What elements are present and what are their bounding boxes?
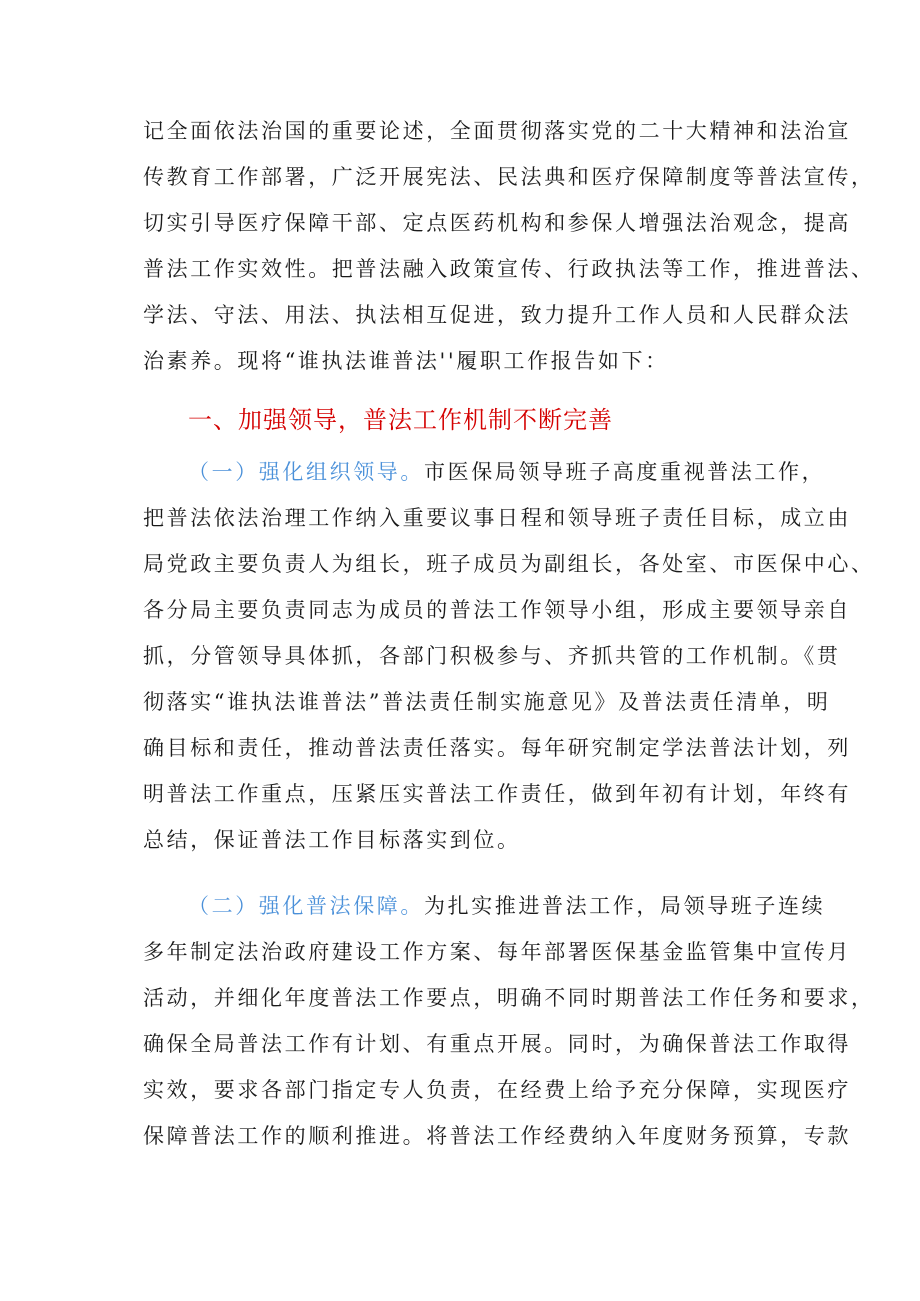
paragraph-first-line [188, 458, 825, 486]
paragraph-text: 市医保局领导班子高度重视普法工作， [424, 460, 826, 484]
paragraph-line: 局党政主要负责人为组长，班子成员为副组长，各处室、市医保中心、 [143, 552, 875, 576]
paragraph-line: 彻落实“谁执法谁普法”普法责任制实施意见》及普法责任清单，明 [143, 690, 831, 714]
paragraph-first-line [188, 892, 825, 920]
paragraph-line: 活动，并细化年度普法工作要点，明确不同时期普法工作任务和要求， [143, 986, 875, 1010]
intro-line: 记全面依法治国的重要论述，全面贯彻落实党的二十大精神和法治宣 [143, 119, 851, 143]
paragraph-text: 为扎实推进普法工作，局领导班子连续 [424, 894, 826, 918]
intro-line: 切实引导医疗保障干部、定点医药机构和参保人增强法治观念，提高 [143, 211, 851, 235]
intro-line: 传教育工作部署，广泛开展宪法、民法典和医疗保障制度等普法宣传， [143, 165, 875, 189]
subheading: （二）强化普法保障。 [188, 894, 424, 918]
paragraph-line: 实效，要求各部门指定专人负责，在经费上给予充分保障，实现医疗 [143, 1078, 851, 1102]
paragraph-line: 确保全局普法工作有计划、有重点开展。同时，为确保普法工作取得 [143, 1032, 851, 1056]
intro-line: 治素养。现将“谁执法谁普法''履职工作报告如下： [143, 349, 669, 373]
intro-line: 学法、守法、用法、执法相互促进，致力提升工作人员和人民群众法 [143, 303, 851, 327]
intro-line: 普法工作实效性。把普法融入政策宣传、行政执法等工作，推进普法、 [143, 257, 875, 281]
paragraph-line: 明普法工作重点，压紧压实普法工作责任，做到年初有计划，年终有 [143, 782, 851, 806]
subheading: （一）强化组织领导。 [188, 460, 424, 484]
section-heading: 一、加强领导，普法工作机制不断完善 [188, 406, 613, 434]
paragraph-line: 各分局主要负责同志为成员的普法工作领导小组，形成主要领导亲自 [143, 598, 851, 622]
paragraph-line: 确目标和责任，推动普法责任落实。每年研究制定学法普法计划，列 [143, 736, 851, 760]
paragraph-line: 总结，保证普法工作目标落实到位。 [143, 828, 521, 852]
paragraph-line: 多年制定法治政府建设工作方案、每年部署医保基金监管集中宣传月 [143, 940, 851, 964]
paragraph-line: 抓，分管领导具体抓，各部门积极参与、齐抓共管的工作机制。《贯 [143, 644, 841, 668]
paragraph-line: 保障普法工作的顺利推进。将普法工作经费纳入年度财务预算，专款 [143, 1124, 851, 1148]
paragraph-line: 把普法依法治理工作纳入重要议事日程和领导班子责任目标，成立由 [143, 506, 851, 530]
